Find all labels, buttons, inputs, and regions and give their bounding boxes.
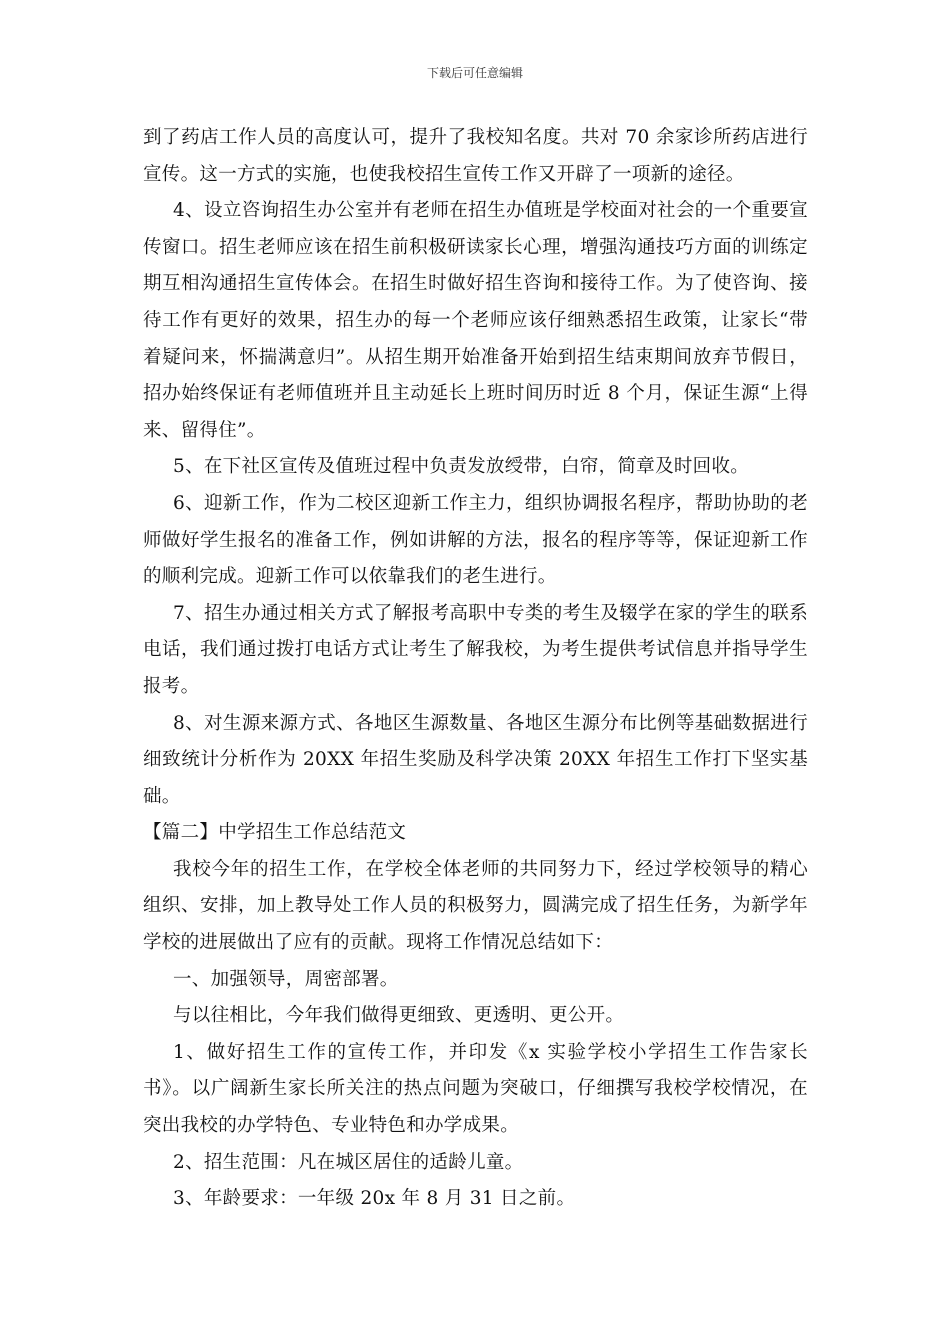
paragraph-7: 我校今年的招生工作，在学校全体老师的共同努力下，经过学校领导的精心组织、安排，加上教导处工作人员的积极努力，圆满完成了招生任务，为新学年学校的进展做出了应有的贡献。现将工作情况总结如下：	[143, 858, 808, 954]
page-header-watermark: 下载后可任意编辑	[426, 66, 523, 80]
paragraph-2: 4、设立咨询招生办公室并有老师在招生办值班是学校面对社会的一个重要宣传窗口。招生老师应该在招生前积极研读家长心理，增强沟通技巧方面的训练定期互相沟通招生宣传体会。在招生时做好招生咨询和接待工作。为了使咨询、接待工作有更好的效果，招生办的每一个老师应该仔细熟悉招生政策，让家长“带着疑问来，怀揣满意归”。从招生期开始准备开始到招生结束期间放弃节假日，招办始终保证有老师值班并且主动延长上班时间历时近 8 个月，保证生源“上得来、留得住”。	[143, 200, 808, 441]
paragraph-12: 3、年龄要求：一年级 20x 年 8 月 31 日之前。	[173, 1188, 576, 1210]
paragraph-4: 6、迎新工作，作为二校区迎新工作主力，组织协调报名程序，帮助协助的老师做好学生报名的准备工作，例如讲解的方法，报名的程序等等，保证迎新工作的顺利完成。迎新工作可以依靠我们的老生进行。	[143, 492, 808, 588]
paragraph-8: 一、加强领导，周密部署。	[173, 968, 399, 990]
paragraph-1: 到了药店工作人员的高度认可，提升了我校知名度。共对 70 余家诊所药店进行宣传。这一方式的实施，也使我校招生宣传工作又开辟了一项新的途径。	[143, 127, 808, 185]
section-heading: 【篇二】中学招生工作总结范文	[143, 822, 407, 844]
paragraph-9: 与以往相比，今年我们做得更细致、更透明、更公开。	[173, 1005, 625, 1027]
paragraph-3: 5、在下社区宣传及值班过程中负责发放绶带，白帘，简章及时回收。	[173, 456, 750, 478]
paragraph-5: 7、招生办通过相关方式了解报考高职中专类的考生及辍学在家的学生的联系电话，我们通过拨打电话方式让考生了解我校，为考生提供考试信息并指导学生报考。	[143, 602, 808, 697]
paragraph-11: 2、招生范围：凡在城区居住的适龄儿童。	[173, 1151, 524, 1173]
paragraph-6: 8、对生源来源方式、各地区生源数量、各地区生源分布比例等基础数据进行细致统计分析作为 20XX 年招生奖励及科学决策 20XX 年招生工作打下坚实基础。	[143, 712, 808, 807]
paragraph-10: 1、做好招生工作的宣传工作，并印发《x 实验学校小学招生工作告家长书》。以广阔新生家长所关注的热点问题为突破口，仔细撰写我校学校情况，在突出我校的办学特色、专业特色和办学成果。	[143, 1041, 808, 1137]
document-body	[143, 120, 808, 1218]
